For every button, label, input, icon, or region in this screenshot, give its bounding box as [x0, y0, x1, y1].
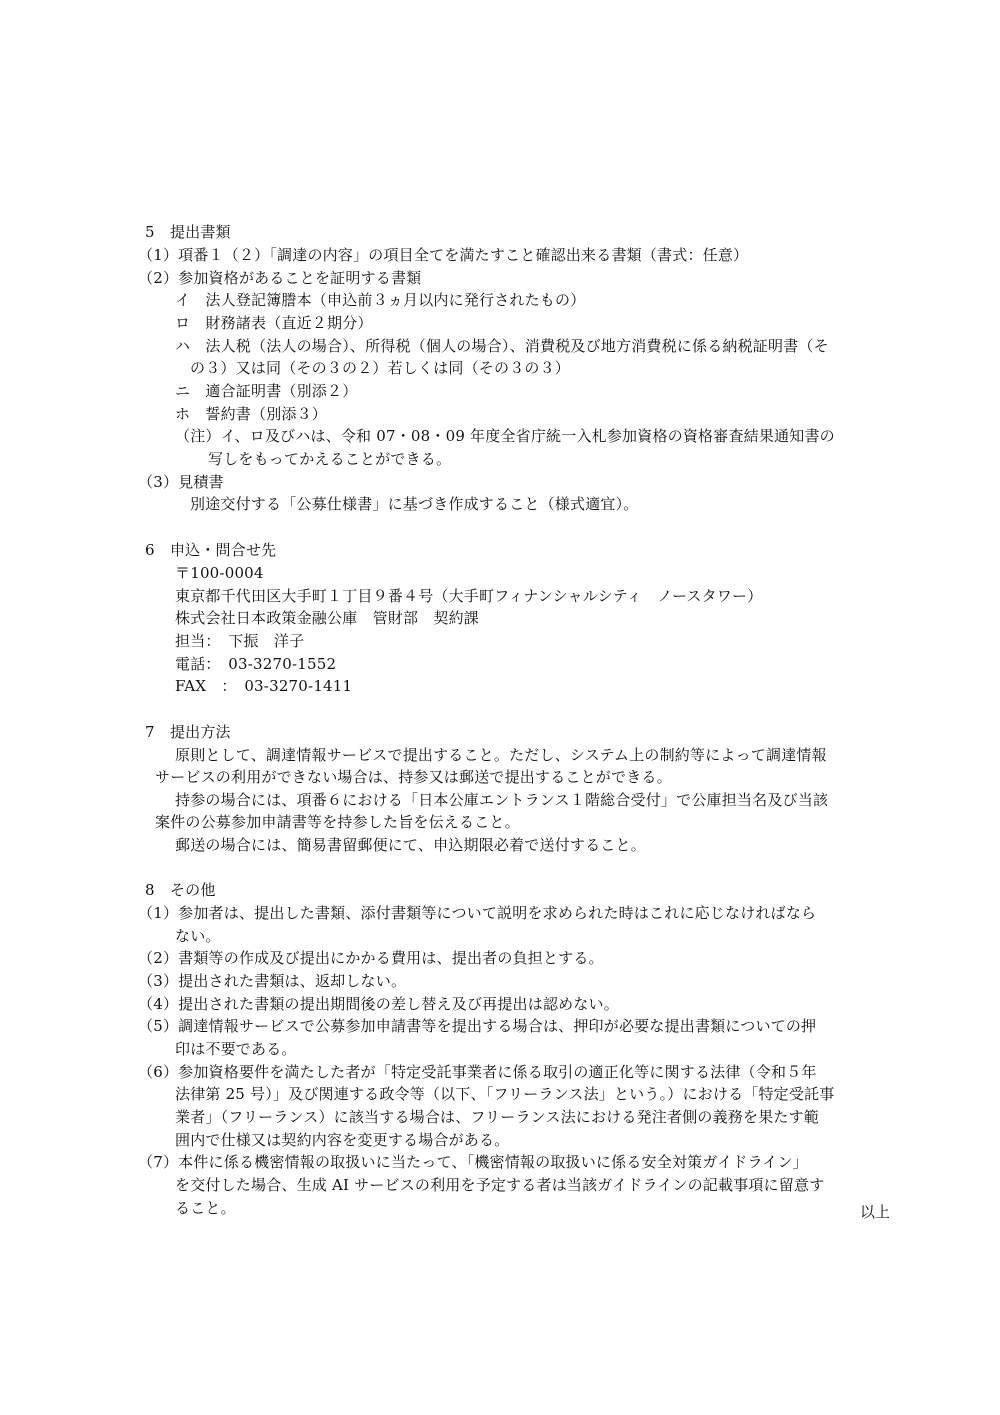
- s8-item-7-line3: ること。: [175, 1199, 236, 1217]
- s5-note-line2: 写しをもってかえることができる。: [208, 450, 452, 468]
- s8-item-6-line1: （6）参加資格要件を満たした者が「特定受託事業者に係る取引の適正化等に関する法律（令和５年: [138, 1063, 817, 1081]
- s5-item-2-a: イ 法人登記簿謄本（申込前３ヵ月以内に発行されたもの）: [175, 291, 586, 309]
- s7-paragraph-1-line2: サービスの利用ができない場合は、持参又は郵送で提出することができる。: [155, 768, 672, 786]
- s8-item-7-line2: を交付した場合、生成 AI サービスの利用を予定する者は当該ガイドラインの記載事項に留意す: [175, 1176, 825, 1194]
- s8-item-6-line2: 法律第 25 号）」及び関連する政令等（以下、「フリーランス法」という。）における「特定受託事: [175, 1085, 835, 1103]
- s8-item-1-line1: （1）参加者は、提出した書類、添付書類等について説明を求められた時はこれに応じなければなら: [138, 904, 817, 922]
- s5-item-2-b: ロ 財務諸表（直近２期分）: [175, 314, 373, 332]
- s5-item-1: （1）項番１（２）「調達の内容」の項目全てを満たすこと確認出来る書類（書式：任意）: [138, 246, 749, 264]
- s6-fax: FAX ： 03-3270-1411: [175, 677, 353, 695]
- s7-paragraph-3: 郵送の場合には、簡易書留郵便にて、申込期限必着で送付すること。: [175, 836, 646, 854]
- s6-organization: 株式会社日本政策金融公庫 管財部 契約課: [175, 609, 480, 627]
- s8-item-6-line3: 業者」（フリーランス）に該当する場合は、フリーランス法における発注者側の義務を果たす範: [175, 1108, 820, 1126]
- s7-paragraph-2-line1: 持参の場合には、項番６における「日本公庫エントランス１階総合受付」で公庫担当名及び当該: [175, 791, 829, 809]
- closing-mark: 以上: [860, 1203, 891, 1221]
- s6-telephone: 電話： 03-3270-1552: [175, 655, 337, 673]
- s5-item-3: （3）見積書: [138, 473, 224, 491]
- s5-item-2-e: ホ 誓約書（別添３）: [175, 405, 328, 423]
- section-7-heading: 7 提出方法: [145, 723, 231, 741]
- s8-item-3: （3）提出された書類は、返却しない。: [138, 972, 407, 990]
- s7-paragraph-1-line1: 原則として、調達情報サービスで提出すること。ただし、システム上の制約等によって調達情報: [175, 746, 827, 764]
- s5-item-2-c-line2: の３）又は同（その３の２）若しくは同（その３の３）: [190, 359, 571, 377]
- section-5-heading: 5 提出書類: [145, 223, 231, 241]
- s5-item-2: （2）参加資格があることを証明する書類: [138, 269, 422, 287]
- section-6-heading: 6 申込・問合せ先: [145, 541, 277, 559]
- s8-item-5-line1: （5）調達情報サービスで公募参加申請書等を提出する場合は、押印が必要な提出書類についての押: [138, 1017, 817, 1035]
- s8-item-5-line2: 印は不要である。: [175, 1040, 297, 1058]
- s8-item-4: （4）提出された書類の提出期間後の差し替え及び再提出は認めない。: [138, 995, 619, 1013]
- s5-item-2-c-line1: ハ 法人税（法人の場合）、所得税（個人の場合）、消費税及び地方消費税に係る納税証明書（そ: [175, 337, 829, 355]
- s5-item-3-body: 別途交付する「公募仕様書」に基づき作成すること（様式適宜）。: [190, 495, 639, 513]
- s8-item-1-line2: ない。: [175, 927, 221, 945]
- section-8-heading: 8 その他: [145, 881, 216, 899]
- s8-item-7-line1: （7）本件に係る機密情報の取扱いに当たって、「機密情報の取扱いに係る安全対策ガイドライン」: [138, 1153, 808, 1171]
- s5-item-2-d: ニ 適合証明書（別添２）: [175, 382, 358, 400]
- s6-address: 東京都千代田区大手町１丁目９番４号（大手町フィナンシャルシティ ノースタワー）: [175, 587, 763, 605]
- s5-note-line1: （注）イ、ロ及びハは、令和 07・08・09 年度全省庁統一入札参加資格の資格審査結果通知書の: [175, 427, 835, 445]
- s8-item-2: （2）書類等の作成及び提出にかかる費用は、提出者の負担とする。: [138, 949, 604, 967]
- s8-item-6-line4: 囲内で仕様又は契約内容を変更する場合がある。: [175, 1131, 510, 1149]
- s6-contact-person: 担当： 下振 洋子: [175, 632, 305, 650]
- s7-paragraph-2-line2: 案件の公募参加申請書等を持参した旨を伝えること。: [155, 813, 520, 831]
- s6-postal-code: 〒100-0004: [175, 564, 264, 582]
